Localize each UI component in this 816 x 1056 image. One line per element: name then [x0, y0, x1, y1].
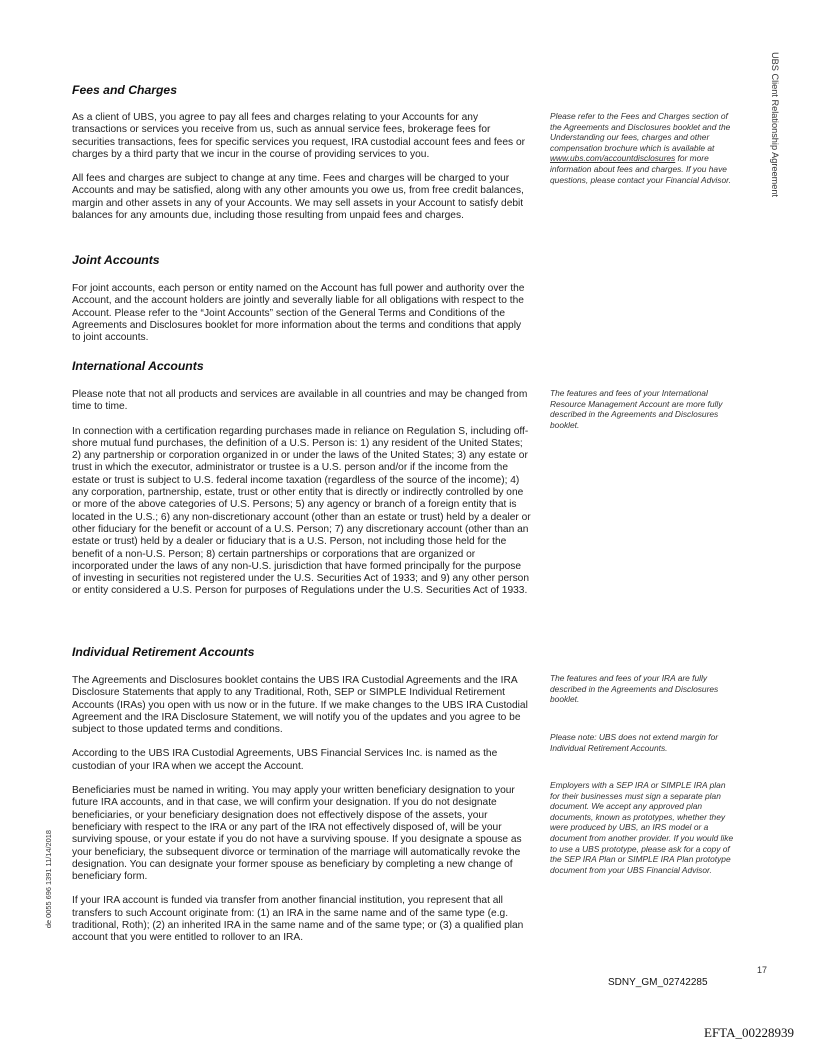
heading-fees-and-charges: Fees and Charges	[72, 83, 177, 97]
international-paragraph-1: Please note that not all products and services are available in all countries and may be changed from time to time.	[72, 389, 528, 413]
ira-section-body	[72, 675, 532, 945]
joint-section-body	[72, 283, 532, 344]
sidenote-ira-features	[550, 673, 734, 705]
sidenote-fees-text: Please refer to the Fees and Charges section of the Agreements and Disclosures booklet and the Understanding our fees, charges and other compensation brochure which is available at	[550, 111, 731, 153]
heading-international-accounts: International Accounts	[72, 359, 204, 373]
sidenote-ira-margin	[550, 732, 734, 753]
sidenote-fees	[550, 111, 734, 185]
sidenote-ira-sep-simple	[550, 780, 734, 875]
running-header: UBS Client Relationship Agreement	[770, 52, 780, 198]
page-number: 17	[757, 965, 768, 975]
fees-paragraph-1: As a client of UBS, you agree to pay all fees and charges relating to your Accounts for any transactions or services you receive from us, such as annual service fees, brokerage fees for securities transactions, fees for specific services you request, IRA custodial account fees and fees or charges by a third party that we incur in the course of providing services to you.	[72, 112, 525, 160]
sidenote-international	[550, 388, 734, 430]
fees-paragraph-2: All fees and charges are subject to change at any time. Fees and charges will be charged to your Accounts and may be satisfied, along with any other amounts you owe us, from free credit balances, margin and other assets in any of your Accounts. We may sell assets in your Account to satisfy debit balances for any amounts due, including those resulting from unpaid fees and charges.	[72, 173, 524, 222]
fees-section-body	[72, 112, 532, 222]
sidenote-ira-sep-simple-text: Employers with a SEP IRA or SIMPLE IRA plan for their businesses must sign a separate plan document. We accept any approved plan documents, known as prototypes, whether they were produced by UBS, an IRS model or a document from another provider. If you would like to use a UBS prototype, please ask for a copy of the SEP IRA Plan or SIMPLE IRA Plan prototype document from your UBS Financial Advisor.	[550, 780, 734, 875]
international-section-body	[72, 389, 532, 598]
international-paragraph-2: In connection with a certification regarding purchases made in reliance on Regulation S, including off-shore mutual fund purchases, the definition of a U.S. Person is: 1) any resident of the United States; 2) any partnership or corporation organized in or under the laws of the United States; 3) any estate or trust in which the executor, administrator or trustee is a U.S. person and/or if the income from the estate or trust is subject to U.S. federal income taxation (regardless of the source of the income); 4) any corporation, partnership, estate, trust or other entity that is directly or indirectly controlled by one or more of the above categories of U.S. Persons; 5) any agency or branch of a foreign entity that is located in the U.S.; 6) any non-discretionary account (other than an estate or trust) held by a dealer or other fiduciary for the benefit or account of a U.S. Person; 7) any discretionary account (other than an estate or trust) held by a dealer or fiduciary that is a U.S. Person, not including those held for the benefit of a non-U.S. Person; 8) certain partnerships or corporations that are organized or incorporated under the laws of any non-U.S. jurisdiction that have formed principally for the purpose of investing in securities not registered under the U.S. Securities Act of 1933; and 9) any other person or entity considered a U.S. Person for purposes of Regulations under the U.S. Securities Act of 1933.	[72, 425, 531, 597]
ira-paragraph-4: If your IRA account is funded via transfer from another financial institution, you represent that all transfers to such Account originate from: (1) an IRA in the same name and of the same type (e.g. traditional, Roth); (2) an inherited IRA in the same name and of the same type; or (3) a qualified plan account that you were entitled to rollover to an IRA.	[72, 895, 524, 944]
sidenote-fees-text-end: for more information about fees and charges. If you have questions, please contact your Financial Advisor.	[550, 153, 731, 185]
document-stamp: de 0055 696 1391 11/14/2018	[44, 830, 53, 929]
heading-joint-accounts: Joint Accounts	[72, 253, 160, 267]
account-disclosures-link[interactable]: www.ubs.com/accountdisclosures	[550, 153, 676, 164]
bates-number-sdny: SDNY_GM_02742285	[608, 977, 708, 988]
joint-paragraph-1: For joint accounts, each person or entity named on the Account has full power and authority over the Account, and the account holders are jointly and severally liable for all obligations with respect to the Account. Please refer to the “Joint Accounts” section of the General Terms and Conditions of the Agreements and Disclosures booklet for more information about the terms and conditions that apply to joint accounts.	[72, 283, 525, 344]
ira-paragraph-1: The Agreements and Disclosures booklet contains the UBS IRA Custodial Agreements and the IRA Disclosure Statements that apply to any Traditional, Roth, SEP or SIMPLE Individual Retirement Accounts (IRAs) you open with us now or in the future. If we make changes to the UBS IRA Custodial Agreement and the IRA Disclosure Statement, we will notify you of the updates and you agree to be subject to those updated terms and conditions.	[72, 675, 528, 736]
ira-paragraph-2: According to the UBS IRA Custodial Agreements, UBS Financial Services Inc. is named as the custodian of your IRA when we accept the Account.	[72, 748, 498, 772]
heading-individual-retirement-accounts: Individual Retirement Accounts	[72, 645, 255, 659]
sidenote-international-text: The features and fees of your International Resource Management Account are more fully described in the Agreements and Disclosures booklet.	[550, 388, 723, 430]
bates-number-efta: EFTA_00228939	[704, 1025, 794, 1040]
sidenote-ira-features-text: The features and fees of your IRA are fully described in the Agreements and Disclosures booklet.	[550, 673, 719, 705]
ira-paragraph-3: Beneficiaries must be named in writing. You may apply your written beneficiary designation to your future IRA accounts, and in that case, we will confirm your designation. If you do not designate beneficiaries, or your beneficiary designation does not effectively dispose of the assets, your beneficiary with respect to the IRA or any part of the IRA not effectively disposed of, will be your surviving spouse, or your estate if you do not have a surviving spouse. If you designate a spouse as your beneficiary, the subsequent divorce or termination of the marriage will automatically revoke the designation. You can designate your former spouse as beneficiary by completing a new change of beneficiary form.	[72, 785, 522, 883]
sidenote-ira-margin-text: Please note: UBS does not extend margin for Individual Retirement Accounts.	[550, 732, 719, 753]
